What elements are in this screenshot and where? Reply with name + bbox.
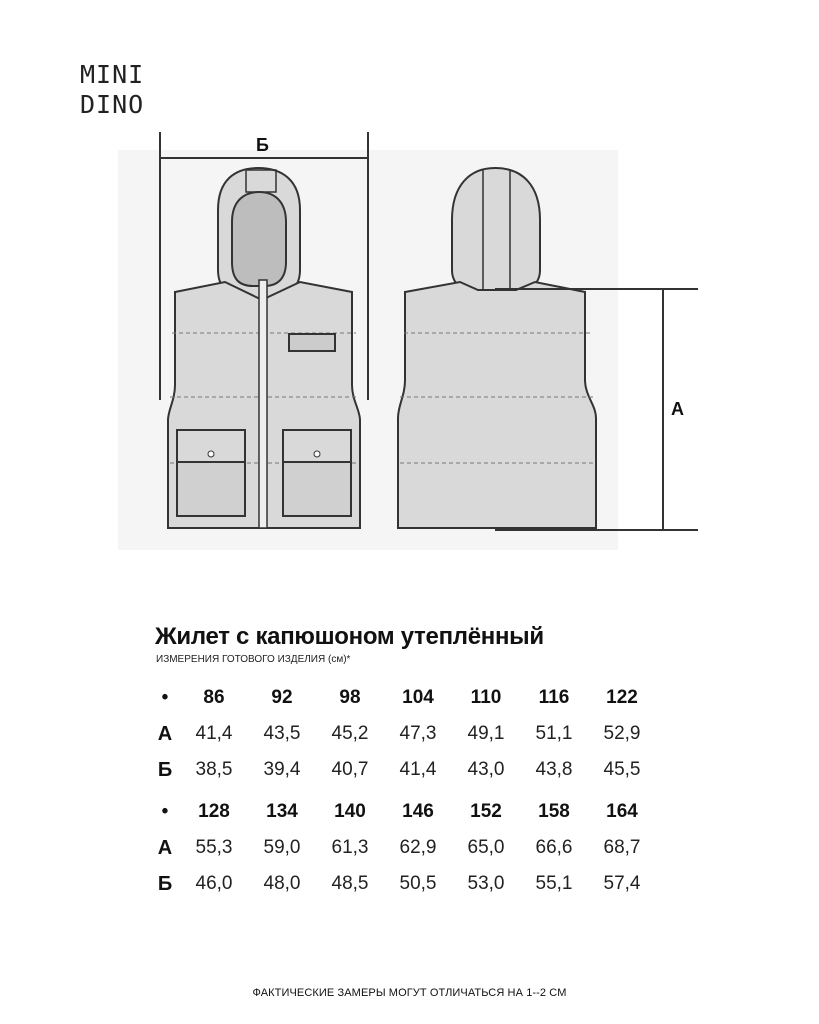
size-cell: 134 xyxy=(266,801,298,822)
size-header-row xyxy=(150,794,656,830)
value-cell: 61,3 xyxy=(331,837,369,858)
size-cell: 92 xyxy=(271,687,293,708)
measurement-disclaimer: ФАКТИЧЕСКИЕ ЗАМЕРЫ МОГУТ ОТЛИЧАТЬСЯ НА 1--2 СМ xyxy=(252,987,567,999)
brand-line-1: MINI xyxy=(80,60,145,89)
value-cell: 40,7 xyxy=(331,759,369,780)
row-label: А xyxy=(157,836,173,859)
value-cell: 66,6 xyxy=(535,837,573,858)
right-pocket-button xyxy=(314,451,320,457)
value-cell: 51,1 xyxy=(535,723,573,744)
value-cell: 52,9 xyxy=(603,723,641,744)
width-row xyxy=(150,752,656,788)
value-cell: 47,3 xyxy=(399,723,437,744)
size-cell: 110 xyxy=(470,687,502,708)
size-table-2 xyxy=(150,794,656,902)
size-cell: 86 xyxy=(203,687,225,708)
size-cell: 164 xyxy=(606,801,638,822)
value-cell: 48,0 xyxy=(263,873,301,894)
value-cell: 41,4 xyxy=(195,723,233,744)
width-row xyxy=(150,866,656,902)
value-cell: 55,1 xyxy=(535,873,573,894)
left-pocket-button xyxy=(208,451,214,457)
product-title: Жилет с капюшоном утеплённый xyxy=(155,623,544,650)
row-marker: • xyxy=(161,687,169,708)
value-cell: 55,3 xyxy=(195,837,233,858)
measurement-subtitle: ИЗМЕРЕНИЯ ГОТОВОГО ИЗДЕЛИЯ (см)* xyxy=(156,654,351,665)
value-cell: 53,0 xyxy=(467,873,505,894)
back-hood xyxy=(452,168,540,292)
row-label: Б xyxy=(157,758,173,781)
value-cell: 43,0 xyxy=(467,759,505,780)
value-cell: 46,0 xyxy=(195,873,233,894)
value-cell: 57,4 xyxy=(603,873,641,894)
size-header-row xyxy=(150,680,656,716)
value-cell: 68,7 xyxy=(603,837,641,858)
value-cell: 59,0 xyxy=(263,837,301,858)
value-cell: 49,1 xyxy=(467,723,505,744)
chest-patch xyxy=(289,334,335,351)
value-cell: 65,0 xyxy=(467,837,505,858)
brand-line-2: DINO xyxy=(80,90,145,119)
row-label: А xyxy=(157,722,173,745)
size-cell: 104 xyxy=(402,687,434,708)
size-cell: 98 xyxy=(339,687,361,708)
front-zipper xyxy=(259,280,267,528)
row-marker: • xyxy=(161,801,169,822)
size-cell: 122 xyxy=(606,687,638,708)
size-cell: 152 xyxy=(470,801,502,822)
front-hood-opening xyxy=(232,192,286,286)
value-cell: 45,2 xyxy=(331,723,369,744)
value-cell: 62,9 xyxy=(399,837,437,858)
value-cell: 45,5 xyxy=(603,759,641,780)
value-cell: 48,5 xyxy=(331,873,369,894)
size-cell: 128 xyxy=(198,801,230,822)
value-cell: 50,5 xyxy=(399,873,437,894)
value-cell: 43,5 xyxy=(263,723,301,744)
back-body xyxy=(398,282,596,528)
value-cell: 41,4 xyxy=(399,759,437,780)
size-cell: 146 xyxy=(402,801,434,822)
length-row xyxy=(150,716,656,752)
value-cell: 38,5 xyxy=(195,759,233,780)
size-cell: 140 xyxy=(334,801,366,822)
length-label: А xyxy=(671,399,684,419)
value-cell: 39,4 xyxy=(263,759,301,780)
row-label: Б xyxy=(157,872,173,895)
width-label: Б xyxy=(256,135,269,155)
size-cell: 116 xyxy=(538,687,570,708)
value-cell: 43,8 xyxy=(535,759,573,780)
length-row xyxy=(150,830,656,866)
size-table-1 xyxy=(150,680,656,788)
size-cell: 158 xyxy=(538,801,570,822)
